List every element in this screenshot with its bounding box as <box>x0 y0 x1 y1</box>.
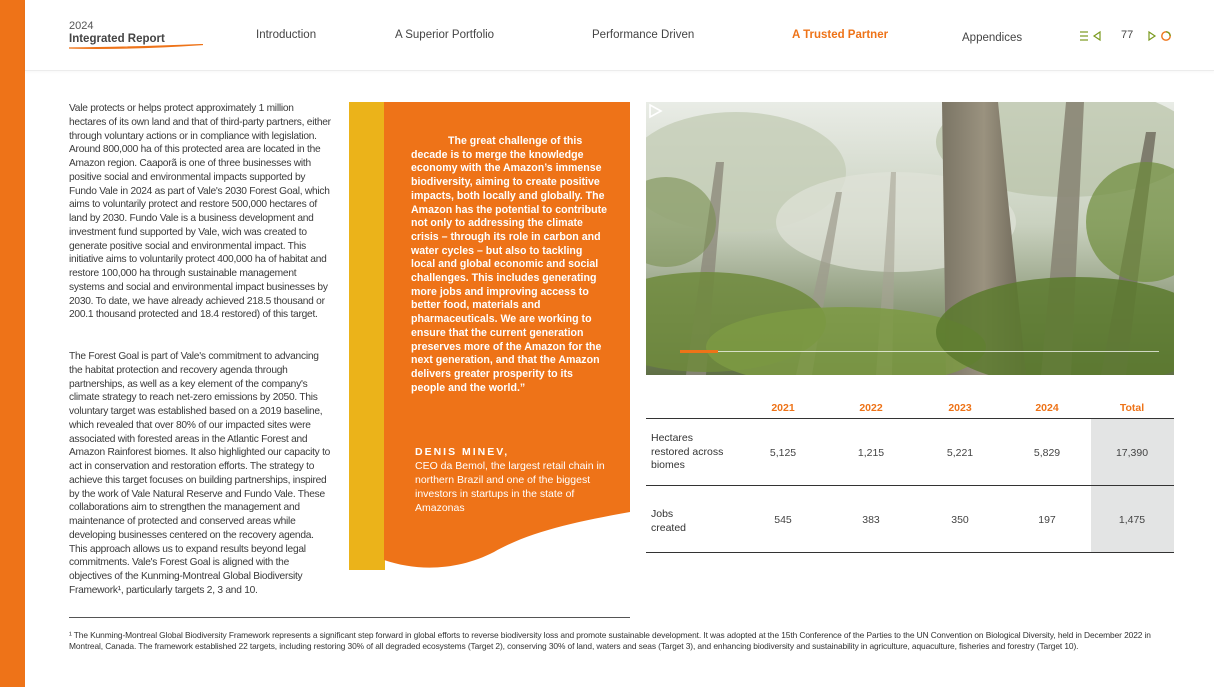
top-header <box>25 0 1214 71</box>
table-cell-total: 1,475 <box>1118 514 1146 526</box>
page-number: 77 <box>1121 29 1134 41</box>
table-cell: 197 <box>1038 514 1056 526</box>
quote-block <box>349 102 630 570</box>
table-cell: 545 <box>774 514 792 526</box>
video-progress-bar[interactable] <box>680 351 1159 352</box>
play-icon[interactable] <box>646 102 664 120</box>
author-role: CEO da Bemol, the largest retail chain in northern Brazil and one of the biggest investors in startups in the state of Amazonas <box>415 460 605 514</box>
data-table <box>646 398 1174 554</box>
footnote-divider <box>69 617 630 618</box>
report-brand[interactable] <box>69 20 165 46</box>
footnote: ¹ The Kunming-Montreal Global Biodiversity Framework represents a significant step forward in global efforts to reverse biodiversity loss and promote sustainable development. It was adopted at the 15th Conference of the Parties to the UN Convention on Biological Diversity, held in December 2022 in Montreal, Canada. The framework established 22 targets, including restoring 30% of all degraded ecosystems (Target 2), conserving 30% of land, waters and seas (Target 3), and enhancing biodiversity and sustainability in agriculture, aquaculture, fisheries and forestry (Target 10). <box>69 630 1151 652</box>
nav-performance-driven[interactable]: Performance Driven <box>592 29 695 41</box>
report-name: Integrated Report <box>69 33 165 45</box>
table-cell: 5,125 <box>769 447 797 459</box>
nav-introduction[interactable]: Introduction <box>256 29 317 41</box>
table-cell-total: 17,390 <box>1115 447 1149 459</box>
table-divider <box>646 418 1174 419</box>
quote-author <box>415 445 611 515</box>
forest-video[interactable] <box>646 102 1174 375</box>
column-header: 2023 <box>948 402 972 414</box>
row-label: Hectares restored across biomes <box>651 432 724 471</box>
forest-image <box>646 102 1174 375</box>
nav-appendices[interactable]: Appendices <box>962 32 1023 44</box>
table-cell: 1,215 <box>857 447 885 459</box>
body-paragraph-1: Vale protects or helps protect approximately 1 million hectares of its own land and that of third-party partners, either through voluntary actions or in compliance with legislation. Around 800,000 ha of this protected area are located in the Amazon region. Caaporã is one of three businesses with positive social and environmental impacts supported by Fundo Vale in 2024 as part of Vale's 2030 Forest Goal, which aims to voluntarily protect and restore 500,000 hectares of land by 2030. Fundo Vale is a business development and investment fund supported by Vale, wich was created to generate positive social and environmental impact. This initiative aims to voluntarily protect 400,000 ha of habitat and restore 100,000 ha through sustainable management systems and social and environmental impact businesses by 2030. To date, we have already achieved 218.5 thousand or 200.1 thousand protected and 18.4 restored) of this target. <box>69 103 331 321</box>
quote-mark-icon <box>349 102 385 128</box>
body-paragraph-2: The Forest Goal is part of Vale's commitment to advancing the habitat protection and recovery agenda through partnerships, as well as a key element of the company's climate strategy to reach net-zero emissions by 2050. This voluntary target was established based on a 2019 baseline, which revealed that over 80% of our impacted sites were associated with forested areas in the Atlantic Forest and Amazon Rainforest biomes. It also highlighted our capacity to act in conservation and restoration efforts. The strategy to achieve this target focuses on building partnerships, inspired by the work of Vale Natural Reserve and Fundo Vale. These collaborations aim to strengthen the management and maintenance of protected and conserved areas while developing businesses centered on the recovery agenda. This approach allows us to expand results beyond legal commitments. Vale's Forest Goal is aligned with the objectives of the Kunming-Montreal Global Biodiversity Framework¹, particularly targets 2, 3 and 10. <box>69 351 331 596</box>
author-name: DENIS MINEV, <box>415 446 510 458</box>
table-divider <box>646 552 1174 553</box>
nav-superior-portfolio[interactable]: A Superior Portfolio <box>395 29 495 41</box>
page-navigator <box>1079 28 1179 44</box>
column-header: 2024 <box>1035 402 1059 414</box>
table-cell: 350 <box>951 514 969 526</box>
column-header: 2022 <box>859 402 883 414</box>
table-cell: 5,221 <box>946 447 974 459</box>
column-header-total: Total <box>1119 402 1145 414</box>
home-icon[interactable] <box>1159 28 1173 44</box>
next-page-icon[interactable] <box>1147 28 1157 44</box>
table-cell: 5,829 <box>1033 447 1061 459</box>
brand-swoosh-icon <box>69 44 203 50</box>
menu-icon[interactable] <box>1079 28 1089 44</box>
quote-text: The great challenge of this decade is to merge the knowledge economy with the Amazon’s immense biodiversity, aiming to create positive impacts, both locally and globally. The Amazon has the potential to contribute not only to addressing the climate crisis – through its role in carbon and water cycles – but also to tackling local and global economic and social challenges. This includes generating more jobs and improving access to better food, materials and pharmaceuticals. We are working to ensure that the current generation preserves more of the Amazon for the next generation, and that the Amazon delivers greater prosperity to its people and the world.” <box>411 135 607 394</box>
column-header: 2021 <box>771 402 795 414</box>
video-progress-fill <box>680 350 718 353</box>
prev-page-icon[interactable] <box>1092 28 1102 44</box>
table-divider <box>646 485 1174 486</box>
row-label: Jobs created <box>651 508 687 534</box>
report-year: 2024 <box>69 20 94 32</box>
side-accent-bar <box>0 0 25 687</box>
nav-trusted-partner[interactable]: A Trusted Partner <box>792 29 889 41</box>
table-cell: 383 <box>862 514 880 526</box>
